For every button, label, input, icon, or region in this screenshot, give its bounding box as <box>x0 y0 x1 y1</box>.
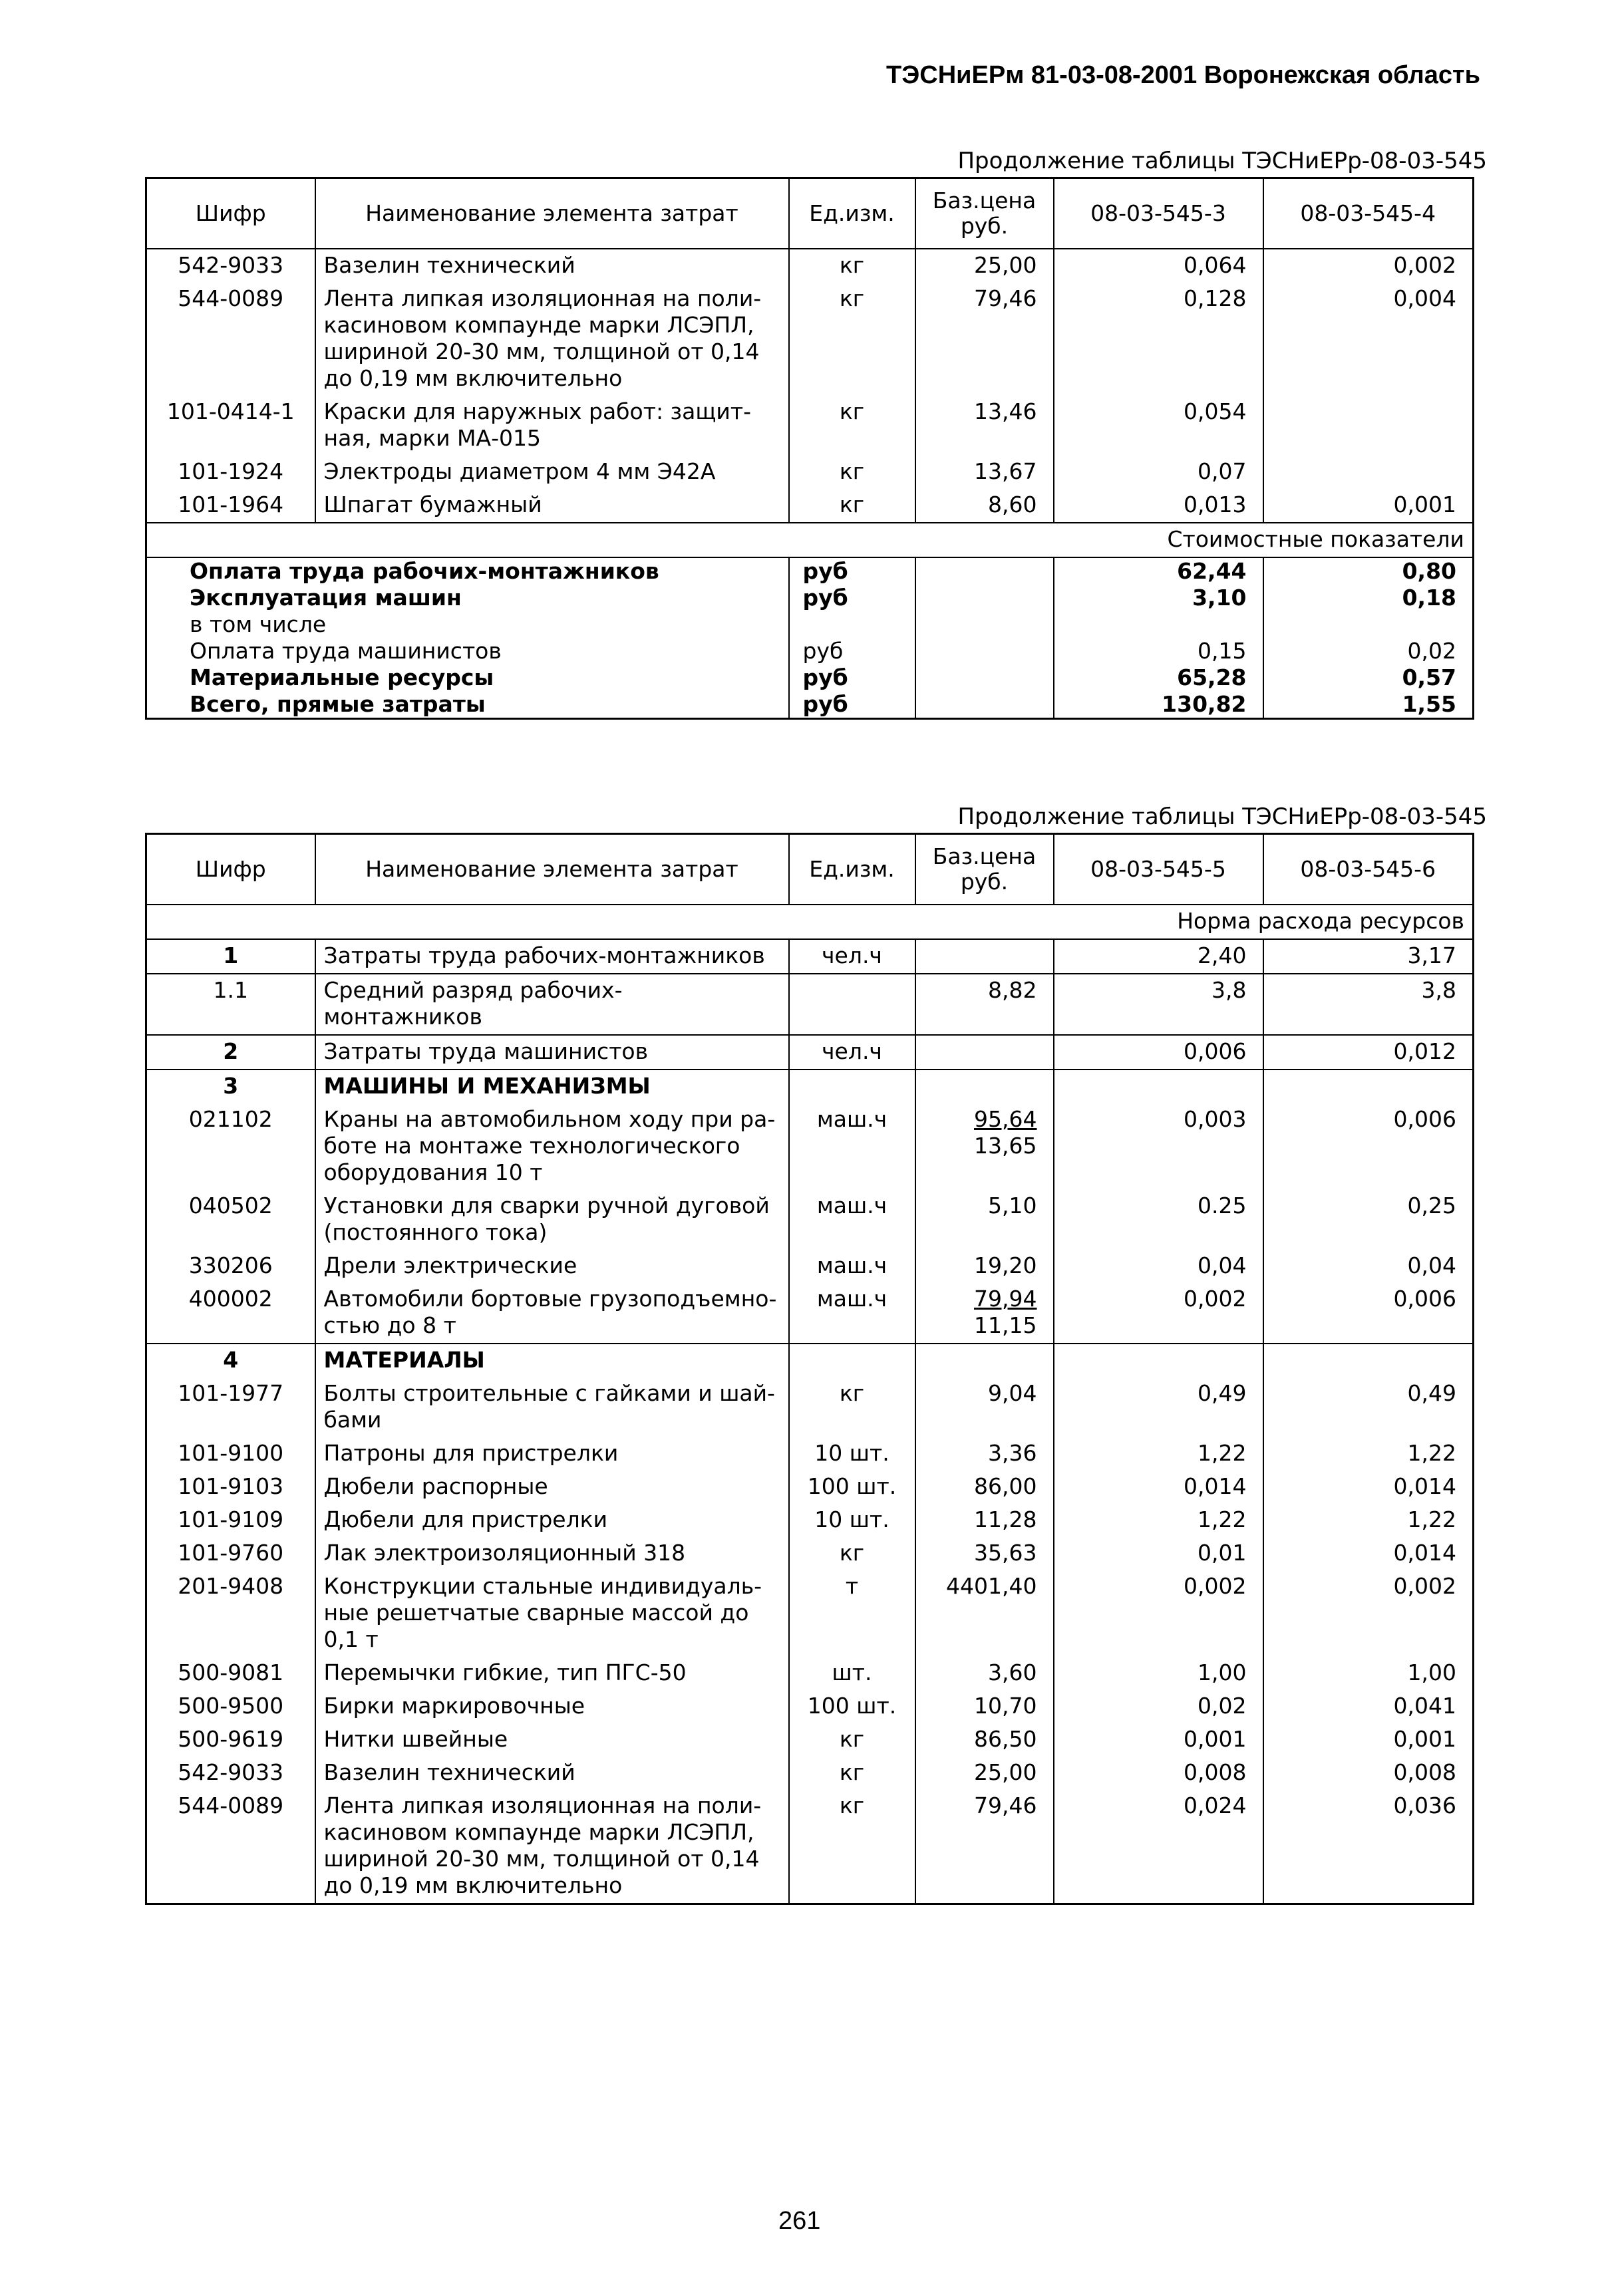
header-col5: 08-03-545-3 <box>1054 178 1263 249</box>
table-row <box>146 1504 1474 1537</box>
cell-price: 4401,40 <box>915 1570 1054 1657</box>
cell-unit: маш.ч <box>789 1190 915 1250</box>
cell-value-col5: 0,01 <box>1054 1537 1263 1570</box>
cell-value-col5: 3,8 <box>1054 974 1263 1035</box>
cell-code: 101-9109 <box>146 1504 315 1537</box>
price-total: 79,94 <box>974 1286 1037 1312</box>
cell-code: 400002 <box>146 1283 315 1344</box>
table-row <box>146 283 1474 396</box>
cost-unit: руб <box>789 585 915 611</box>
cell-price <box>915 1344 1054 1377</box>
cell-value-col6 <box>1263 1070 1474 1103</box>
cell-code: 040502 <box>146 1190 315 1250</box>
cell-code: 201-9408 <box>146 1570 315 1657</box>
cell-code: 544-0089 <box>146 1790 315 1904</box>
cell-name: Патроны для пристрелки <box>315 1437 789 1471</box>
table1-caption: Продолжение таблицы ТЭСНиЕРр-08-03-545 <box>957 148 1487 174</box>
document-header-title: ТЭСНиЕРм 81-03-08-2001 Воронежская область <box>886 61 1480 89</box>
table-row <box>146 456 1474 489</box>
cell-name: Лента липкая изоляционная на поли-касиновом компаунде марки ЛСЭПЛ, шириной 20-30 мм, толщиной от 0,14 до 0,19 мм включительно <box>315 283 789 396</box>
cell-value-col5: 1,22 <box>1054 1504 1263 1537</box>
cell-name: Перемычки гибкие, тип ПГС-50 <box>315 1657 789 1690</box>
cost-row <box>146 664 1474 691</box>
table-header-row <box>146 834 1474 905</box>
cost-unit: руб <box>789 691 915 719</box>
cost-value-col5: 130,82 <box>1054 691 1263 719</box>
cost-value-col6: 1,55 <box>1263 691 1474 719</box>
cell-unit: 10 шт. <box>789 1437 915 1471</box>
cell-value-col5: 1,22 <box>1054 1437 1263 1471</box>
cell-value-col5: 0,024 <box>1054 1790 1263 1904</box>
cell-unit <box>789 974 915 1035</box>
cost-price <box>915 585 1054 611</box>
cell-price: 9,04 <box>915 1377 1054 1437</box>
section-number: 4 <box>146 1344 315 1377</box>
cost-row <box>146 585 1474 611</box>
cell-price: 86,00 <box>915 1471 1054 1504</box>
cell-value-col6: 0,036 <box>1263 1790 1474 1904</box>
cost-name: в том числе <box>190 611 327 637</box>
cell-value-col6: 1,22 <box>1263 1504 1474 1537</box>
cell-unit: чел.ч <box>789 939 915 974</box>
cell-unit: кг <box>789 1723 915 1757</box>
cell-price: 19,20 <box>915 1250 1054 1283</box>
cell-value-col6: 0,014 <box>1263 1471 1474 1504</box>
cost-value-col6: 0,57 <box>1263 664 1474 691</box>
table-row <box>146 1103 1474 1190</box>
cost-value-col5: 3,10 <box>1054 585 1263 611</box>
cell-unit: чел.ч <box>789 1035 915 1070</box>
cost-value-col6: 0,18 <box>1263 585 1474 611</box>
cell-value-col6: 1,00 <box>1263 1657 1474 1690</box>
price-wage-part: 13,65 <box>974 1133 1037 1159</box>
cell-price: 5,10 <box>915 1190 1054 1250</box>
cell-unit: кг <box>789 489 915 523</box>
cell-value-col5: 2,40 <box>1054 939 1263 974</box>
header-code: Шифр <box>146 834 315 905</box>
cell-unit <box>789 1344 915 1377</box>
cell-price: 25,00 <box>915 1757 1054 1790</box>
table-row <box>146 1537 1474 1570</box>
cost-value-col5 <box>1054 611 1263 638</box>
cell-code: 101-0414-1 <box>146 396 315 456</box>
cell-value-col6: 0,49 <box>1263 1377 1474 1437</box>
cell-unit: маш.ч <box>789 1283 915 1344</box>
header-code: Шифр <box>146 178 315 249</box>
cost-unit: руб <box>789 638 915 664</box>
table-row <box>146 1570 1474 1657</box>
header-col6: 08-03-545-4 <box>1263 178 1474 249</box>
cost-value-col6: 0,80 <box>1263 557 1474 585</box>
cell-unit: шт. <box>789 1657 915 1690</box>
table2-caption: Продолжение таблицы ТЭСНиЕРр-08-03-545 <box>957 803 1487 830</box>
cell-price: 13,46 <box>915 396 1054 456</box>
table-row <box>146 1283 1474 1344</box>
cell-unit: т <box>789 1570 915 1657</box>
section-number: 3 <box>146 1070 315 1103</box>
cell-name: Бирки маркировочные <box>315 1690 789 1723</box>
cell-value-col6: 0,25 <box>1263 1190 1474 1250</box>
cell-value-col6: 0,014 <box>1263 1537 1474 1570</box>
cell-unit: 100 шт. <box>789 1471 915 1504</box>
cell-value-col6: 0,008 <box>1263 1757 1474 1790</box>
cost-name: Материальные ресурсы <box>190 664 494 690</box>
cell-unit: кг <box>789 1790 915 1904</box>
cell-price: 11,28 <box>915 1504 1054 1537</box>
cell-code: 2 <box>146 1035 315 1070</box>
cost-value-col6 <box>1263 611 1474 638</box>
cell-price: 8,60 <box>915 489 1054 523</box>
cell-price: 3,36 <box>915 1437 1054 1471</box>
cell-value-col6: 1,22 <box>1263 1437 1474 1471</box>
cell-unit: маш.ч <box>789 1250 915 1283</box>
cell-name: Электроды диаметром 4 мм Э42А <box>315 456 789 489</box>
cost-unit <box>789 611 915 638</box>
cost-value-col5: 0,15 <box>1054 638 1263 664</box>
cell-name: Затраты труда рабочих-монтажников <box>315 939 789 974</box>
cell-value-col5: 0,07 <box>1054 456 1263 489</box>
cell-value-col6 <box>1263 1344 1474 1377</box>
table-row <box>146 1657 1474 1690</box>
cell-value-col5: 0,013 <box>1054 489 1263 523</box>
cell-price <box>915 1103 1054 1190</box>
cell-value-col5: 0,054 <box>1054 396 1263 456</box>
cell-code: 101-9760 <box>146 1537 315 1570</box>
cost-value-col5: 62,44 <box>1054 557 1263 585</box>
cost-unit: руб <box>789 557 915 585</box>
cell-name: Вазелин технический <box>315 249 789 283</box>
cell-value-col5: 0,003 <box>1054 1103 1263 1190</box>
section-band-label: Норма расхода ресурсов <box>146 905 1474 939</box>
cell-name: Лак электроизоляционный 318 <box>315 1537 789 1570</box>
cell-code: 500-9081 <box>146 1657 315 1690</box>
table-row <box>146 1723 1474 1757</box>
cell-value-col5: 0,02 <box>1054 1690 1263 1723</box>
table-row <box>146 1690 1474 1723</box>
table-row <box>146 1377 1474 1437</box>
cell-name: Конструкции стальные индивидуаль-ные решетчатые сварные массой до 0,1 т <box>315 1570 789 1657</box>
cost-row <box>146 638 1474 664</box>
cell-value-col6: 3,17 <box>1263 939 1474 974</box>
cell-name: Нитки швейные <box>315 1723 789 1757</box>
cell-price: 25,00 <box>915 249 1054 283</box>
price-total: 95,64 <box>974 1106 1037 1132</box>
cell-unit: кг <box>789 1757 915 1790</box>
cell-unit <box>789 1070 915 1103</box>
cell-unit: кг <box>789 249 915 283</box>
table-row <box>146 1757 1474 1790</box>
section-title: МАШИНЫ И МЕХАНИЗМЫ <box>315 1070 789 1103</box>
cell-code: 544-0089 <box>146 283 315 396</box>
cell-value-col5 <box>1054 1344 1263 1377</box>
cell-value-col5: 0,002 <box>1054 1570 1263 1657</box>
cell-code: 101-9100 <box>146 1437 315 1471</box>
cell-name: Дрели электрические <box>315 1250 789 1283</box>
header-name: Наименование элемента затрат <box>315 178 789 249</box>
cell-name: Дюбели для пристрелки <box>315 1504 789 1537</box>
cell-code: 500-9500 <box>146 1690 315 1723</box>
cell-value-col5: 0,49 <box>1054 1377 1263 1437</box>
cell-code: 1.1 <box>146 974 315 1035</box>
price-wage-part: 11,15 <box>974 1312 1037 1338</box>
cell-value-col5: 0,002 <box>1054 1283 1263 1344</box>
price-fraction <box>974 1106 1037 1159</box>
cost-unit: руб <box>789 664 915 691</box>
section-band-row <box>146 523 1474 557</box>
header-col6: 08-03-545-6 <box>1263 834 1474 905</box>
section-band-label: Стоимостные показатели <box>146 523 1474 557</box>
header-col5: 08-03-545-5 <box>1054 834 1263 905</box>
cell-value-col6 <box>1263 456 1474 489</box>
cost-price <box>915 664 1054 691</box>
cell-name: Дюбели распорные <box>315 1471 789 1504</box>
cell-unit: кг <box>789 456 915 489</box>
table-row <box>146 249 1474 283</box>
cell-value-col6 <box>1263 396 1474 456</box>
cell-value-col5: 0.25 <box>1054 1190 1263 1250</box>
table-row <box>146 974 1474 1035</box>
cell-price <box>915 939 1054 974</box>
cell-value-col5: 0,128 <box>1054 283 1263 396</box>
section-heading-row <box>146 1344 1474 1377</box>
table-row <box>146 1250 1474 1283</box>
cell-value-col6: 0,041 <box>1263 1690 1474 1723</box>
cell-value-col6: 0,006 <box>1263 1283 1474 1344</box>
cell-value-col6: 0,012 <box>1263 1035 1474 1070</box>
cell-code: 021102 <box>146 1103 315 1190</box>
cell-value-col6: 0,001 <box>1263 489 1474 523</box>
table-row <box>146 1471 1474 1504</box>
cell-value-col6: 3,8 <box>1263 974 1474 1035</box>
cost-name: Оплата труда рабочих-монтажников <box>146 557 789 585</box>
table-row <box>146 1790 1474 1904</box>
cost-row <box>146 611 1474 638</box>
cell-code: 542-9033 <box>146 249 315 283</box>
cost-row <box>146 691 1474 719</box>
table-row <box>146 1190 1474 1250</box>
cell-price: 35,63 <box>915 1537 1054 1570</box>
cell-price: 8,82 <box>915 974 1054 1035</box>
cost-price <box>915 611 1054 638</box>
cell-name: Затраты труда машинистов <box>315 1035 789 1070</box>
cell-price <box>915 1035 1054 1070</box>
page-number: 261 <box>778 2207 821 2235</box>
cost-value-col6: 0,02 <box>1263 638 1474 664</box>
cost-price <box>915 638 1054 664</box>
header-unit: Ед.изм. <box>789 178 915 249</box>
resource-table-2 <box>145 833 1474 1905</box>
cell-value-col6: 0,004 <box>1263 283 1474 396</box>
table-row <box>146 939 1474 974</box>
cell-unit: кг <box>789 1377 915 1437</box>
header-name: Наименование элемента затрат <box>315 834 789 905</box>
cell-value-col5: 0,064 <box>1054 249 1263 283</box>
cell-code: 1 <box>146 939 315 974</box>
cell-value-col5 <box>1054 1070 1263 1103</box>
cell-unit: кг <box>789 396 915 456</box>
cell-name: Вазелин технический <box>315 1757 789 1790</box>
cost-row <box>146 557 1474 585</box>
cell-value-col6: 0,002 <box>1263 249 1474 283</box>
table-row <box>146 1035 1474 1070</box>
cost-name: Всего, прямые затраты <box>190 691 486 717</box>
cell-price <box>915 1283 1054 1344</box>
cell-price <box>915 1070 1054 1103</box>
table-row <box>146 1437 1474 1471</box>
cell-value-col6: 0,04 <box>1263 1250 1474 1283</box>
cell-unit: маш.ч <box>789 1103 915 1190</box>
cell-value-col5: 0,04 <box>1054 1250 1263 1283</box>
cell-value-col5: 0,014 <box>1054 1471 1263 1504</box>
section-title: МАТЕРИАЛЫ <box>315 1344 789 1377</box>
table-header-row <box>146 178 1474 249</box>
cell-code: 542-9033 <box>146 1757 315 1790</box>
section-band-row <box>146 905 1474 939</box>
header-price: Баз.цена руб. <box>915 178 1054 249</box>
cell-price: 10,70 <box>915 1690 1054 1723</box>
cell-name: Автомобили бортовые грузоподъемно-стью до 8 т <box>315 1283 789 1344</box>
cell-code: 101-1964 <box>146 489 315 523</box>
cell-unit: кг <box>789 1537 915 1570</box>
cell-value-col6: 0,001 <box>1263 1723 1474 1757</box>
cell-code: 101-1924 <box>146 456 315 489</box>
cell-value-col5: 0,006 <box>1054 1035 1263 1070</box>
cell-price: 86,50 <box>915 1723 1054 1757</box>
cell-name: Краны на автомобильном ходу при ра-боте на монтаже технологического оборудования 10 т <box>315 1103 789 1190</box>
cell-unit: 10 шт. <box>789 1504 915 1537</box>
table-row <box>146 396 1474 456</box>
cell-value-col6: 0,006 <box>1263 1103 1474 1190</box>
cost-name: Эксплуатация машин <box>190 585 462 611</box>
header-price: Баз.цена руб. <box>915 834 1054 905</box>
cell-price: 79,46 <box>915 283 1054 396</box>
cell-value-col6: 0,002 <box>1263 1570 1474 1657</box>
cell-unit: кг <box>789 283 915 396</box>
cell-name: Лента липкая изоляционная на поли-касиновом компаунде марки ЛСЭПЛ, шириной 20-30 мм, толщиной от 0,14 до 0,19 мм включительно <box>315 1790 789 1904</box>
cell-value-col5: 0,008 <box>1054 1757 1263 1790</box>
cell-code: 500-9619 <box>146 1723 315 1757</box>
cell-name: Средний разряд рабочих-монтажников <box>315 974 789 1035</box>
price-fraction <box>974 1286 1037 1339</box>
cell-value-col5: 1,00 <box>1054 1657 1263 1690</box>
cell-value-col5: 0,001 <box>1054 1723 1263 1757</box>
resource-table-1 <box>145 177 1474 720</box>
cell-code: 101-1977 <box>146 1377 315 1437</box>
cell-price: 79,46 <box>915 1790 1054 1904</box>
cost-price <box>915 557 1054 585</box>
cell-name: Установки для сварки ручной дуговой (постоянного тока) <box>315 1190 789 1250</box>
cell-code: 101-9103 <box>146 1471 315 1504</box>
table-row <box>146 489 1474 523</box>
cost-value-col5: 65,28 <box>1054 664 1263 691</box>
cell-name: Краски для наружных работ: защит-ная, марки МА-015 <box>315 396 789 456</box>
cost-price <box>915 691 1054 719</box>
cell-name: Шпагат бумажный <box>315 489 789 523</box>
cell-name: Болты строительные с гайками и шай-бами <box>315 1377 789 1437</box>
cell-price: 3,60 <box>915 1657 1054 1690</box>
cell-unit: 100 шт. <box>789 1690 915 1723</box>
cell-code: 330206 <box>146 1250 315 1283</box>
cell-price: 13,67 <box>915 456 1054 489</box>
section-heading-row <box>146 1070 1474 1103</box>
header-unit: Ед.изм. <box>789 834 915 905</box>
cost-name: Оплата труда машинистов <box>190 638 502 664</box>
